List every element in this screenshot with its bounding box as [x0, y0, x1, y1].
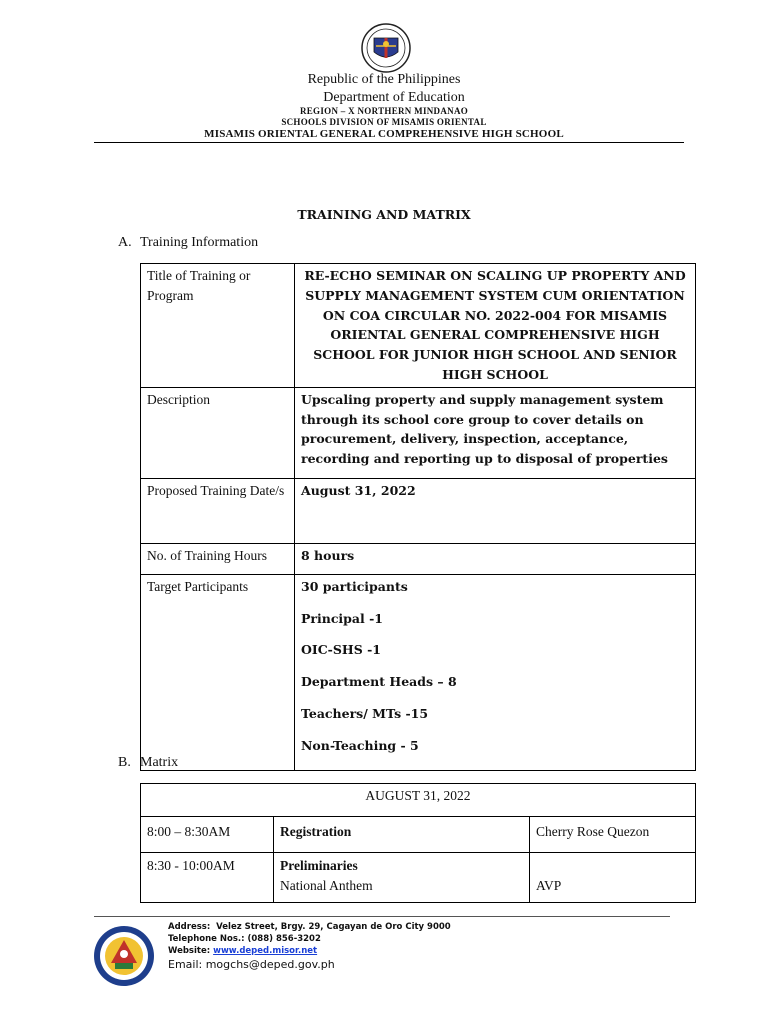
list-item: Department Heads – 8 — [301, 674, 457, 690]
list-item: Principal -1 — [301, 610, 384, 626]
table-row — [141, 817, 696, 853]
matrix-table — [140, 783, 696, 903]
hours-label: No. of Training Hours — [141, 543, 295, 574]
table-row — [141, 478, 696, 543]
list-item: Teachers/ MTs -15 — [301, 705, 429, 721]
header-region: REGION – X NORTHERN MINDANAO — [299, 106, 469, 116]
footer-address — [168, 922, 451, 932]
header-divider — [94, 142, 684, 143]
section-a-heading — [118, 235, 258, 251]
matrix-activity: Preliminaries — [280, 858, 358, 873]
table-row — [141, 543, 696, 574]
school-seal-logo — [93, 925, 155, 987]
website-link[interactable]: www.deped.misor.net — [213, 946, 318, 956]
section-b-letter: B. — [118, 755, 131, 770]
description-value: Upscaling property and supply management system through its school core group to cover details on procurement, delivery, inspection, acceptance, recording and reporting up to disposal of properties — [295, 387, 696, 478]
footer-email: Email: mogchs@deped.gov.ph — [168, 958, 335, 971]
participants-list — [295, 574, 696, 770]
date-label: Proposed Training Date/s — [141, 478, 295, 543]
matrix-person: Cherry Rose Quezon — [530, 817, 696, 853]
hours-value: 8 hours — [295, 543, 696, 574]
telephone-label: Telephone Nos.: — [168, 934, 245, 944]
address-text: Velez Street, Brgy. 29, Cagayan de Oro City 9000 — [216, 922, 451, 932]
header-department: Department of Education — [323, 90, 465, 105]
website-label: Website: — [168, 946, 211, 956]
matrix-person: AVP — [536, 878, 562, 893]
section-b-text: Matrix — [140, 755, 179, 770]
table-row — [141, 853, 696, 903]
title-value: RE-ECHO SEMINAR ON SCALING UP PROPERTY AND SUPPLY MANAGEMENT SYSTEM CUM ORIENTATION ON COA CIRCULAR NO. 2022-004 FOR MISAMIS ORIENTAL GENERAL COMPREHENSIVE HIGH SCHOOL FOR JUNIOR HIGH SCHOOL AND SENIOR HIGH SCHOOL — [295, 264, 696, 388]
description-label: Description — [141, 387, 295, 478]
matrix-time: 8:30 - 10:00AM — [141, 853, 274, 903]
list-item: OIC-SHS -1 — [301, 642, 381, 658]
participants-label: Target Participants — [141, 574, 295, 770]
header-division: SCHOOLS DIVISION OF MISAMIS ORIENTAL — [281, 117, 487, 127]
telephone-text: (088) 856-3202 — [247, 934, 321, 944]
footer-website — [168, 946, 317, 956]
list-item: 30 participants — [301, 578, 408, 594]
deped-seal-logo — [352, 22, 420, 74]
matrix-person-cell — [530, 853, 696, 903]
matrix-activity-cell — [274, 853, 530, 903]
list-item: Non-Teaching - 5 — [301, 737, 419, 753]
matrix-sub-activity: National Anthem — [280, 878, 373, 893]
section-a-text: Training Information — [140, 235, 259, 250]
document-title: TRAINING AND MATRIX — [297, 207, 471, 222]
table-row — [141, 574, 696, 770]
header-republic: Republic of the Philippines — [307, 72, 461, 87]
header-school: MISAMIS ORIENTAL GENERAL COMPREHENSIVE HIGH SCHOOL — [204, 128, 564, 140]
section-b-heading — [118, 755, 178, 771]
table-row — [141, 784, 696, 817]
table-row — [141, 387, 696, 478]
section-a-letter: A. — [118, 235, 132, 250]
training-info-table — [140, 263, 696, 771]
footer-telephone — [168, 934, 321, 944]
footer-divider — [94, 916, 670, 917]
address-label: Address: — [168, 922, 211, 932]
matrix-date-header: AUGUST 31, 2022 — [141, 784, 696, 817]
table-row — [141, 264, 696, 388]
date-value: August 31, 2022 — [295, 478, 696, 543]
matrix-activity: Registration — [274, 817, 530, 853]
matrix-time: 8:00 – 8:30AM — [141, 817, 274, 853]
title-label: Title of Training or Program — [141, 264, 295, 388]
